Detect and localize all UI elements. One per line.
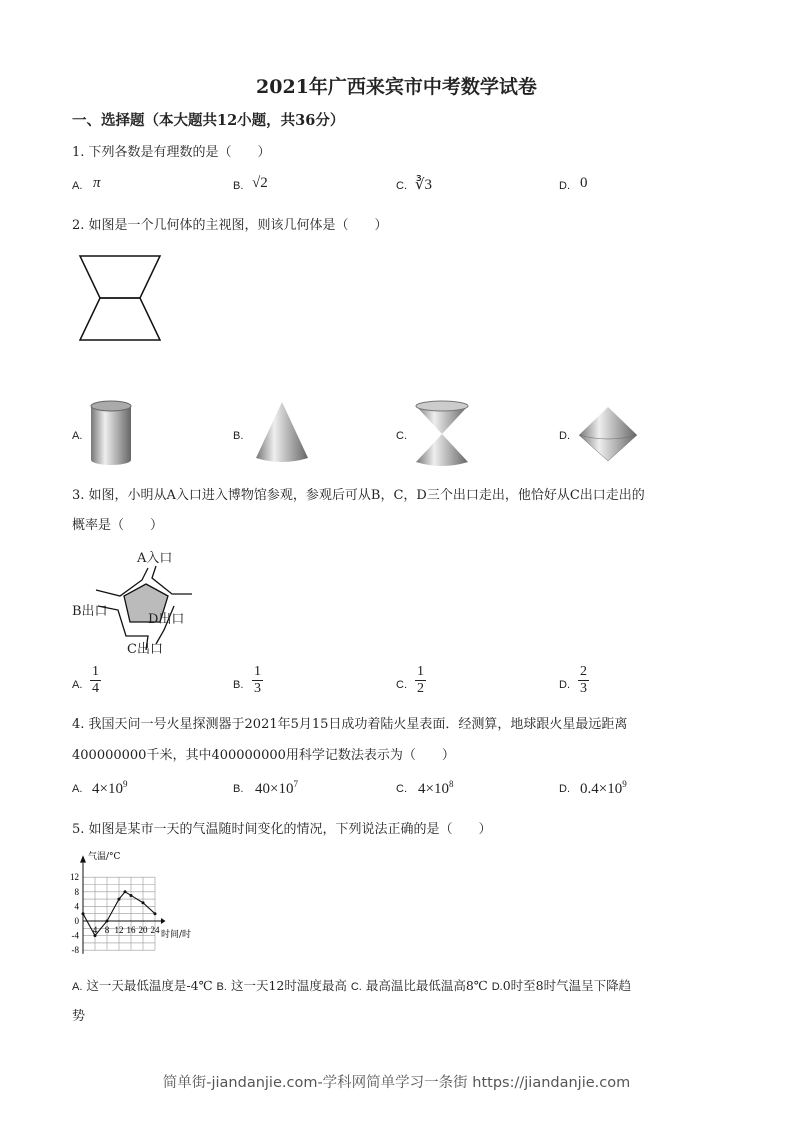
- q3-option-b-label: B.: [233, 679, 244, 691]
- y-tick-label: 8: [74, 886, 79, 897]
- data-point: [106, 920, 109, 923]
- q3-stem-cont: 概率是（ ）: [72, 518, 164, 533]
- y-tick-label: 12: [70, 872, 79, 883]
- x-tick-label: 8: [104, 925, 110, 935]
- q1-option-c-label: C.: [396, 180, 407, 192]
- cone-icon: [252, 400, 312, 466]
- q3-stem: 3. 如图，小明从A入口进入博物馆参观，参观后可从B，C，D三个出口走出，他恰好从C出口走出的: [72, 488, 645, 503]
- q1-option-b-label: B.: [233, 180, 244, 192]
- y-axis-label: 气温/°C: [88, 851, 121, 862]
- data-point: [118, 898, 121, 901]
- q4-option-d: $0.4\times 10^9$: [580, 779, 627, 797]
- q4-option-c: $4\times 10^8$: [418, 779, 454, 797]
- footer-watermark: 简单街-jiandanjie.com-学科网简单学习一条街 https://jiandanjie.com: [162, 1075, 631, 1091]
- x-tick-label: 24: [150, 925, 160, 935]
- q5-options-line: [72, 976, 631, 994]
- y-tick-label: 0: [74, 916, 79, 926]
- exit-d-label: D出口: [148, 612, 185, 627]
- q5-option-b-label: B.: [216, 981, 227, 993]
- q3-option-a-label: A.: [72, 679, 83, 691]
- y-tick-label: 4: [74, 901, 79, 912]
- front-view-figure: [76, 252, 166, 344]
- q3-option-d: $\frac{2}{3}$: [580, 664, 587, 696]
- x-tick-label: 16: [126, 925, 136, 935]
- q4-option-a: $4\times 10^9$: [92, 779, 128, 797]
- q5-option-d: 0时至8时气温呈下降趋: [502, 978, 632, 993]
- x-tick-label: 4: [92, 925, 98, 935]
- q1-option-c: ∛3: [415, 177, 433, 193]
- q1-stem: 1. 下列各数是有理数的是（ ）: [72, 145, 271, 160]
- q4-stem: 4. 我国天问一号火星探测器于2021年5月15日成功着陆火星表面．经测算，地球跟火星最远距离: [72, 717, 628, 732]
- q5-option-a: 这一天最低温度是-4℃: [86, 978, 213, 993]
- data-point: [154, 912, 157, 915]
- cylinder-icon: [88, 400, 134, 468]
- temperature-chart: [60, 840, 240, 960]
- q5-stem: 5. 如图是某市一天的气温随时间变化的情况，下列说法正确的是（ ）: [72, 822, 492, 837]
- q2-stem: 2. 如图是一个几何体的主视图，则该几何体是（ ）: [72, 218, 388, 233]
- museum-map-figure: [90, 560, 210, 650]
- entrance-a-label: A入口: [137, 551, 173, 566]
- q2-option-a-label: A.: [72, 430, 83, 442]
- q4-option-a-label: A.: [72, 783, 83, 795]
- q5-option-c: 最高温比最低温高8℃: [365, 978, 488, 993]
- q1-option-b: √2: [252, 175, 268, 191]
- q4-option-d-label: D.: [559, 783, 570, 795]
- data-point: [130, 894, 133, 897]
- data-point: [82, 912, 85, 915]
- q1-option-d: 0: [580, 175, 588, 191]
- q3-option-a: $\frac{1}{4}$: [92, 664, 99, 696]
- q4-option-c-label: C.: [396, 783, 407, 795]
- q2-option-d-label: D.: [559, 430, 570, 442]
- data-point: [142, 901, 145, 904]
- q5-option-b: 这一天12时温度最高: [230, 978, 347, 993]
- q2-option-c-label: C.: [396, 430, 407, 442]
- q3-option-c: $\frac{1}{2}$: [417, 664, 424, 696]
- page-title: 2021年广西来宾市中考数学试卷: [256, 76, 537, 98]
- q1-option-a: π: [93, 175, 101, 191]
- x-axis-arrow: [161, 918, 166, 924]
- x-tick-label: 12: [114, 925, 124, 935]
- exit-c-label: C出口: [127, 642, 163, 657]
- exit-b-label: B出口: [72, 604, 108, 619]
- q2-option-b-label: B.: [233, 430, 244, 442]
- q5-option-d-label: D.: [491, 981, 503, 993]
- x-axis-label: 时间/时: [161, 930, 192, 940]
- q3-option-d-label: D.: [559, 679, 570, 691]
- q5-options-wrap: 势: [72, 1009, 86, 1024]
- q1-option-d-label: D.: [559, 180, 570, 192]
- q4-stem-cont: 400000000千米，其中400000000用科学记数法表示为（ ）: [72, 748, 455, 763]
- data-point: [124, 890, 127, 893]
- q5-option-a-label: A.: [72, 981, 83, 993]
- y-tick-label: -8: [71, 945, 79, 956]
- q3-option-c-label: C.: [396, 679, 407, 691]
- y-tick-label: -4: [71, 930, 79, 941]
- q3-option-b: $\frac{1}{3}$: [254, 664, 261, 696]
- y-axis-arrow: [80, 855, 86, 862]
- q5-option-c-label: C.: [350, 981, 362, 993]
- x-tick-label: 20: [138, 925, 148, 935]
- q4-option-b: $40\times 10^7$: [255, 779, 298, 797]
- q1-option-a-label: A.: [72, 180, 83, 192]
- section-heading: 一、选择题（本大题共12小题，共36分）: [72, 112, 345, 129]
- double-cone-icon: [577, 405, 639, 463]
- hourglass-cones-icon: [412, 400, 472, 468]
- q4-option-b-label: B.: [233, 783, 244, 795]
